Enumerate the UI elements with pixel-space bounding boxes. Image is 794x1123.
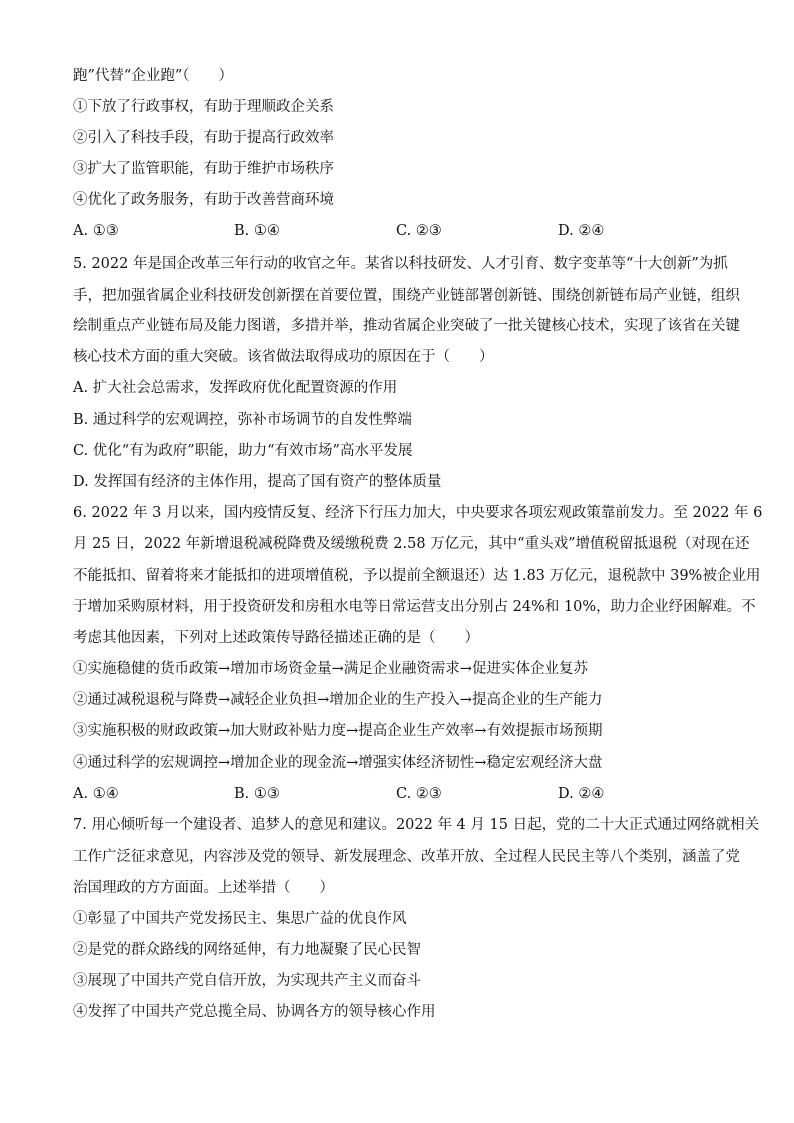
q7-stem-line-2: 工作广泛征求意见，内容涉及党的领导、新发展理念、改革开放、全过程人民民主等八个类别，涵盖了党 [73,849,740,865]
q6-option-d: D. ②④ [558,786,605,802]
q5-stem-line-4: 核心技术方面的重大突破。该省做法取得成功的原因在于（ ） [73,349,494,365]
q4-options [73,221,733,241]
q6-option-b: B. ①③ [234,786,280,802]
q6-options [73,784,733,804]
q6-statement-4: ④通过科学的宏规调控→增加企业的现金流→增强实体经济韧性→稳定宏观经济大盘 [73,755,603,771]
q6-stem-line-1: 6. 2022 年 3 月以来，国内疫情反复、经济下行压力加大，中央要求各项宏观政策靠前发力。至 2022 年 6 [73,505,763,521]
q5-stem-line-1: 5. 2022 年是国企改革三年行动的收官之年。某省以科技研发、人才引育、数字变革等“十大创新”为抓 [73,256,728,272]
q5-option-a: A. 扩大社会总需求，发挥政府优化配置资源的作用 [73,380,398,396]
q4-option-a: A. ①③ [73,223,119,239]
q5-option-c: C. 优化“有为政府”职能，助力“有效市场”高水平发展 [73,443,413,459]
q4-statement-4: ④优化了政务服务，有助于改善营商环境 [73,192,334,208]
q6-stem-line-5: 考虑其他因素，下列对上述政策传导路径描述正确的是（ ） [73,630,479,646]
q7-stem-line-3: 治国理政的方方面面。上述举措（ ） [73,880,334,896]
q7-statement-4: ④发挥了中国共产党总揽全局、协调各方的领导核心作用 [73,1004,436,1020]
q6-option-a: A. ①④ [73,786,119,802]
q6-stem-line-2: 月 25 日，2022 年新增退税减税降费及缓缴税费 2.58 万亿元，其中“重头戏”增值税留抵退税（对现在还 [73,536,750,552]
q6-stem-line-4: 于增加采购原材料，用于投资研发和房租水电等日常运营支出分别占 24%和 10%，助力企业纾困解难。不 [73,599,756,615]
q7-statement-3: ③展现了中国共产党自信开放，为实现共产主义而奋斗 [73,973,421,989]
q7-statement-2: ②是党的群众路线的网络延伸，有力地凝聚了民心民智 [73,942,421,958]
q4-option-c: C. ②③ [396,223,442,239]
q4-statement-1: ①下放了行政事权，有助于理顺政企关系 [73,99,334,115]
q4-statement-3: ③扩大了监管职能，有助于维护市场秩序 [73,161,334,177]
q6-option-c: C. ②③ [396,786,442,802]
q5-stem-line-2: 手，把加强省属企业科技研发创新摆在首要位置，围绕产业链部署创新链、围绕创新链布局产业链，组织 [73,288,740,304]
q4-stem-tail: 跑”代替“企业跑”（ ） [73,68,233,84]
q5-stem-line-3: 绘制重点产业链布局及能力图谱，多措并举，推动省属企业突破了一批关键核心技术，实现了该省在关键 [73,318,740,334]
q7-stem-line-1: 7. 用心倾听每一个建设者、追梦人的意见和建议。2022 年 4 月 15 日起，党的二十大正式通过网络就相关 [73,817,760,833]
q6-stem-line-3: 不能抵扣、留着将来才能抵扣的进项增值税，予以提前全额退还）达 1.83 万亿元，退税款中 39%被企业用 [73,568,761,584]
q6-statement-1: ①实施稳健的货币政策→增加市场资金量→满足企业融资需求→促进实体企业复苏 [73,661,588,677]
q5-option-b: B. 通过科学的宏观调控，弥补市场调节的自发性弊端 [73,412,412,428]
q7-statement-1: ①彰显了中国共产党发扬民主、集思广益的优良作风 [73,911,407,927]
q4-option-b: B. ①④ [234,223,280,239]
q4-option-d: D. ②④ [558,223,605,239]
q6-statement-3: ③实施积极的财政政策→加大财政补贴力度→提高企业生产效率→有效提振市场预期 [73,723,603,739]
q4-statement-2: ②引入了科技手段，有助于提高行政效率 [73,130,334,146]
q5-option-d: D. 发挥国有经济的主体作用，提高了国有资产的整体质量 [73,474,442,490]
q6-statement-2: ②通过减税退税与降费→减轻企业负担→增加企业的生产投入→提高企业的生产能力 [73,692,603,708]
